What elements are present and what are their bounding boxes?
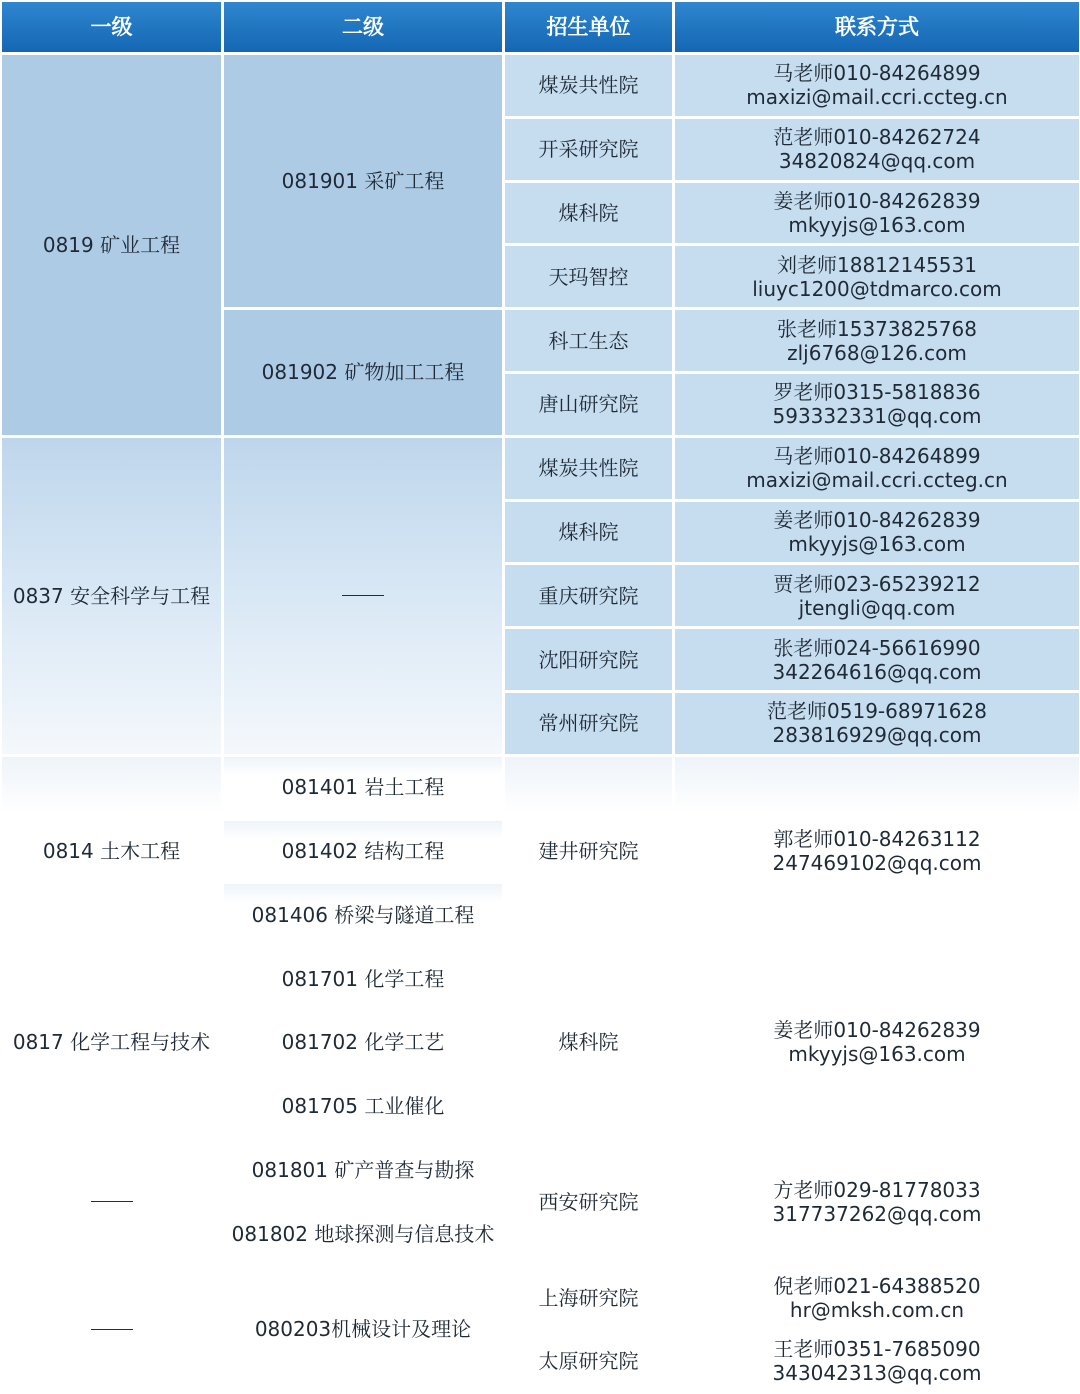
contact-teacher: 马老师010-84264899: [773, 61, 981, 86]
unit-cell: 天玛智控: [505, 246, 672, 307]
level1-empty: [2, 1267, 221, 1392]
contact-cell: [675, 310, 1079, 371]
contact-teacher: 贾老师023-65239212: [773, 571, 981, 596]
level2-mineral-exploration: 081801 矿产普查与勘探: [224, 1140, 502, 1201]
contact-cell: [675, 183, 1079, 244]
contact-cell: [675, 55, 1079, 116]
level2-catalysis: 081705 工业催化: [224, 1076, 502, 1137]
contact-cell: [675, 1267, 1079, 1328]
contact-email: 34820824@qq.com: [778, 149, 976, 174]
unit-cell: 煤炭共性院: [505, 438, 672, 499]
unit-cell: 常州研究院: [505, 693, 672, 754]
level2-geophysics: 081802 地球探测与信息技术: [224, 1203, 502, 1264]
contact-cell: [675, 374, 1079, 435]
contact-email: jtengli@qq.com: [798, 595, 956, 620]
level2-chem-engineering: 081701 化学工程: [224, 948, 502, 1009]
level1-chemical: 0817 化学工程与技术: [2, 948, 221, 1136]
contact-teacher: 张老师15373825768: [777, 316, 977, 341]
unit-cell: 煤炭共性院: [505, 55, 672, 116]
contact-teacher: 姜老师010-84262839: [773, 1018, 981, 1043]
unit-cell: 沈阳研究院: [505, 629, 672, 690]
contact-email: maxizi@mail.ccri.ccteg.cn: [746, 468, 1008, 493]
contact-email: maxizi@mail.ccri.ccteg.cn: [746, 85, 1008, 110]
contact-cell: [675, 438, 1079, 499]
unit-cell: 开采研究院: [505, 119, 672, 180]
level2-mineral-processing: 081902 矿物加工工程: [224, 310, 502, 435]
level2-empty: [224, 438, 502, 754]
contact-email: mkyyjs@163.com: [788, 212, 966, 237]
contact-email: zlj6768@126.com: [787, 340, 967, 365]
contact-cell: [675, 119, 1079, 180]
header-unit: 招生单位: [505, 2, 672, 52]
contact-cell: [675, 565, 1079, 626]
unit-cell: 西安研究院: [505, 1140, 672, 1265]
level2-geotechnical: 081401 岩土工程: [224, 757, 502, 818]
unit-cell: 唐山研究院: [505, 374, 672, 435]
contact-teacher: 张老师024-56616990: [773, 635, 981, 660]
contact-email: 343042313@qq.com: [772, 1361, 982, 1386]
contact-cell: [675, 757, 1079, 945]
contact-email: 283816929@qq.com: [772, 723, 982, 748]
unit-cell: 上海研究院: [505, 1267, 672, 1328]
unit-cell: 煤科院: [505, 502, 672, 563]
contact-email: 247469102@qq.com: [772, 850, 982, 875]
contact-teacher: 范老师010-84262724: [773, 125, 981, 150]
contact-teacher: 姜老师010-84262839: [773, 507, 981, 532]
header-level2: 二级: [224, 2, 502, 52]
contact-teacher: 罗老师0315-5818836: [773, 380, 981, 405]
unit-cell: 煤科院: [505, 183, 672, 244]
contact-teacher: 姜老师010-84262839: [773, 188, 981, 213]
dash-mark: [91, 1201, 133, 1202]
contact-teacher: 郭老师010-84263112: [773, 826, 981, 851]
contact-teacher: 范老师0519-68971628: [767, 699, 987, 724]
unit-cell: 科工生态: [505, 310, 672, 371]
contact-cell: [675, 693, 1079, 754]
contact-email: 342264616@qq.com: [772, 659, 982, 684]
contact-cell: [675, 629, 1079, 690]
unit-cell: 建井研究院: [505, 757, 672, 945]
unit-cell: 煤科院: [505, 948, 672, 1136]
contact-teacher: 刘老师18812145531: [777, 252, 977, 277]
contact-cell: [675, 948, 1079, 1136]
level2-mining-engineering: 081901 采矿工程: [224, 55, 502, 307]
unit-cell: 太原研究院: [505, 1331, 672, 1392]
level1-civil: 0814 土木工程: [2, 757, 221, 945]
contact-cell: [675, 246, 1079, 307]
contact-teacher: 王老师0351-7685090: [773, 1337, 981, 1362]
contact-teacher: 方老师029-81778033: [773, 1177, 981, 1202]
level2-structural: 081402 结构工程: [224, 821, 502, 882]
level1-empty: [2, 1140, 221, 1265]
contact-email: 593332331@qq.com: [772, 404, 982, 429]
contact-teacher: 倪老师021-64388520: [773, 1273, 981, 1298]
contact-email: mkyyjs@163.com: [788, 531, 966, 556]
enrollment-table: [2, 2, 1078, 1392]
header-contact: 联系方式: [675, 2, 1079, 52]
contact-cell: [675, 1140, 1079, 1265]
contact-email: mkyyjs@163.com: [788, 1042, 966, 1067]
unit-cell: 重庆研究院: [505, 565, 672, 626]
level2-chem-technology: 081702 化学工艺: [224, 1012, 502, 1073]
level1-safety: 0837 安全科学与工程: [2, 438, 221, 754]
level1-mining: 0819 矿业工程: [2, 55, 221, 435]
contact-email: liuyc1200@tdmarco.com: [752, 276, 1002, 301]
contact-teacher: 马老师010-84264899: [773, 444, 981, 469]
dash-mark: [91, 1329, 133, 1330]
level2-bridge-tunnel: 081406 桥梁与隧道工程: [224, 884, 502, 945]
contact-email: hr@mksh.com.cn: [789, 1297, 965, 1322]
contact-cell: [675, 1331, 1079, 1392]
dash-mark: [342, 595, 384, 596]
level2-mechanical-design: 080203机械设计及理论: [224, 1267, 502, 1392]
contact-email: 317737262@qq.com: [772, 1201, 982, 1226]
header-level1: 一级: [2, 2, 221, 52]
contact-cell: [675, 502, 1079, 563]
